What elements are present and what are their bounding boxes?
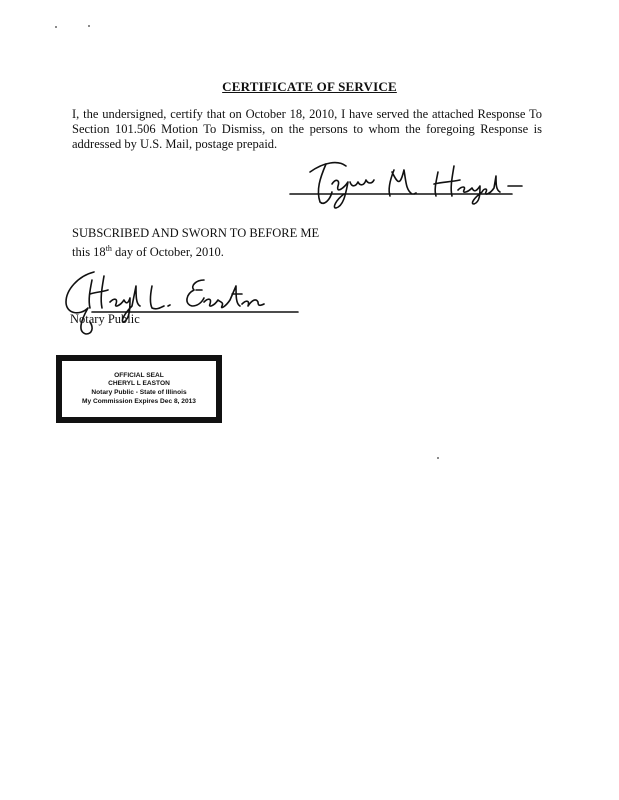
seal-commission-expiry: My Commission Expires Dec 8, 2013 [82, 397, 196, 405]
scan-speck [437, 457, 439, 459]
notary-public-label: Notary Public [70, 312, 140, 326]
seal-title: OFFICIAL SEAL [114, 371, 164, 379]
scan-speck [88, 25, 90, 27]
subscribed-sworn-line: SUBSCRIBED AND SWORN TO BEFORE ME [72, 226, 320, 240]
document-title: CERTIFICATE OF SERVICE [222, 79, 397, 94]
jurat-day-rest: day of October, 2010. [111, 245, 224, 260]
notary-seal-inner [62, 361, 216, 417]
scan-speck [55, 26, 57, 28]
certificate-body: I, the undersigned, certify that on October 18, 2010, I have served the attached Response To Section 101.506 Motion To Dismiss, on the persons to whom the foregoing Response is addressed by U.S. Mail, postage prepaid. [72, 107, 542, 151]
jurat-date-line [72, 241, 224, 260]
jurat-day-prefix: this 18 [72, 245, 106, 260]
jurat-day-suffix: th [105, 244, 112, 253]
seal-state: Notary Public - State of Illinois [91, 389, 187, 396]
server-signature [286, 150, 526, 212]
seal-notary-name: CHERYL L EASTON [108, 380, 170, 388]
notary-seal [56, 355, 222, 423]
